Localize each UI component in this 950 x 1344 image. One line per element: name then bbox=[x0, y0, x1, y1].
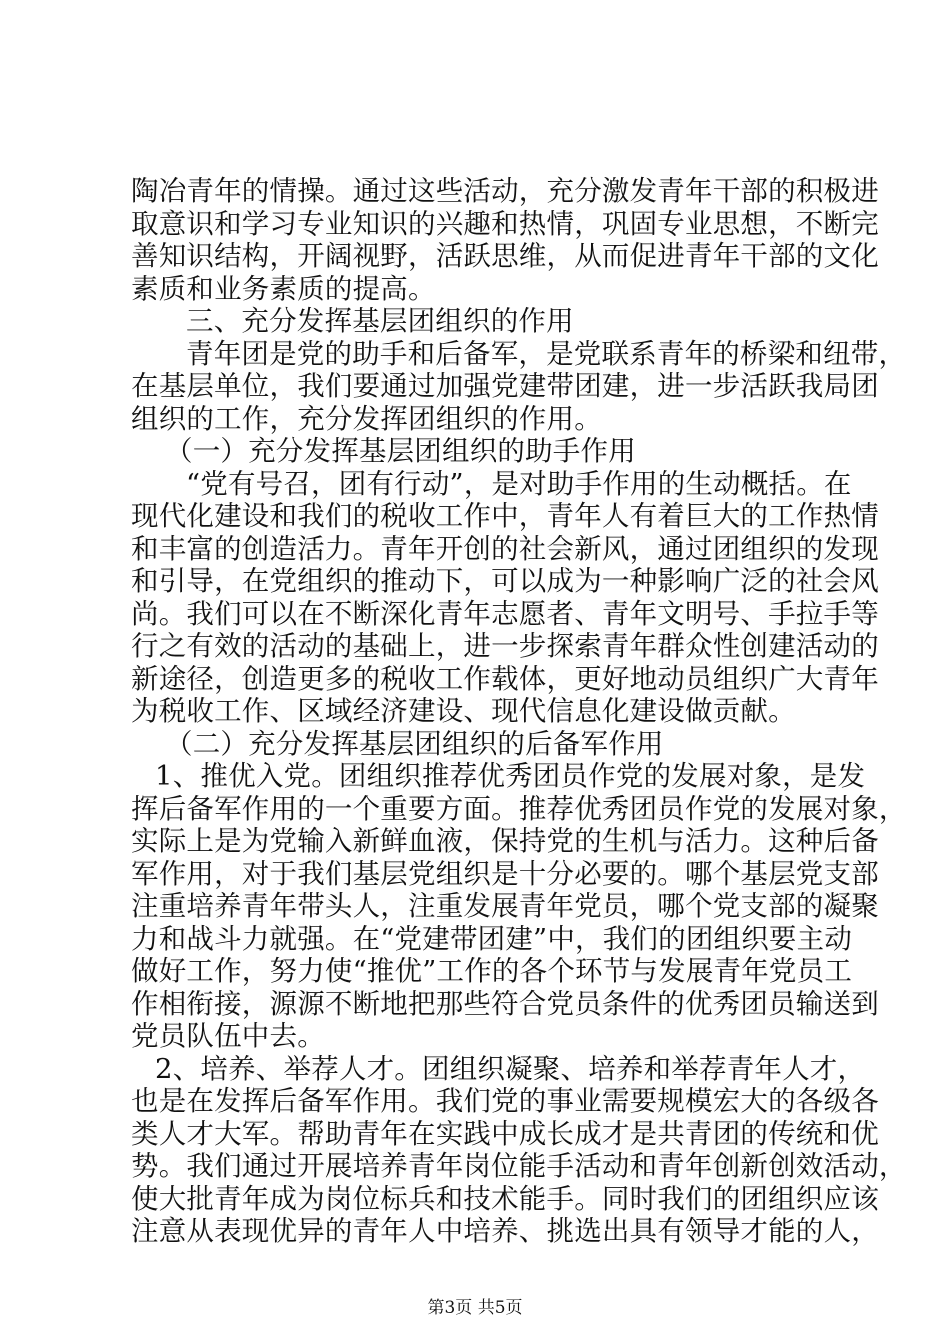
text-line: 注意从表现优异的青年人中培养、挑选出具有领导才能的人， bbox=[131, 1215, 879, 1247]
text-line: 善知识结构，开阔视野，活跃思维，从而促进青年干部的文化 bbox=[131, 240, 879, 272]
text-line: 使大批青年成为岗位标兵和技术能手。同时我们的团组织应该 bbox=[131, 1182, 879, 1215]
text-line: 行之有效的活动的基础上，进一步探索青年群众性创建活动的 bbox=[131, 630, 879, 662]
text-line: 党员队伍中去。 bbox=[131, 1020, 325, 1052]
text-line: 军作用，对于我们基层党组织是十分必要的。哪个基层党支部 bbox=[131, 857, 879, 890]
text-line: 势。我们通过开展培养青年岗位能手活动和青年创新创效活动， bbox=[131, 1150, 907, 1182]
text-line: 取意识和学习专业知识的兴趣和热情，巩固专业思想，不断完 bbox=[131, 207, 879, 240]
section-heading: 三、充分发挥基层团组织的作用 bbox=[186, 305, 574, 337]
text-line: 类人才大军。帮助青年在实践中成长成才是共青团的传统和优 bbox=[131, 1117, 879, 1150]
subsection-heading: （二）充分发挥基层团组织的后备军作用 bbox=[165, 727, 664, 760]
text-line: “党有号召，团有行动”，是对助手作用的生动概括。在 bbox=[186, 467, 852, 500]
document-body bbox=[131, 175, 907, 1248]
text-line: 注重培养青年带头人，注重发展青年党员，哪个党支部的凝聚 bbox=[131, 890, 879, 922]
text-line: 陶冶青年的情操。通过这些活动，充分激发青年干部的积极进 bbox=[131, 175, 879, 207]
text-line: 新途径，创造更多的税收工作载体，更好地动员组织广大青年 bbox=[131, 662, 879, 695]
text-line: 青年团是党的助手和后备军，是党联系青年的桥梁和纽带， bbox=[186, 337, 907, 370]
text-line: 和引导，在党组织的推动下，可以成为一种影响广泛的社会风 bbox=[131, 565, 879, 597]
text-line: 挥后备军作用的一个重要方面。推荐优秀团员作党的发展对象， bbox=[131, 792, 907, 825]
text-line: 为税收工作、区域经济建设、现代信息化建设做贡献。 bbox=[131, 695, 796, 727]
text-line: 做好工作，努力使“推优”工作的各个环节与发展青年党员工 bbox=[131, 955, 853, 987]
page-number: 第3页 共5页 bbox=[427, 1298, 523, 1318]
subsection-heading: （一）充分发挥基层团组织的助手作用 bbox=[165, 435, 636, 467]
text-line: 组织的工作，充分发挥团组织的作用。 bbox=[131, 402, 602, 435]
text-line: 现代化建设和我们的税收工作中，青年人有着巨大的工作热情 bbox=[131, 500, 879, 532]
text-line: 实际上是为党输入新鲜血液，保持党的生机与活力。这种后备 bbox=[131, 825, 879, 857]
text-line: 素质和业务素质的提高。 bbox=[131, 272, 436, 305]
text-line: 力和战斗力就强。在“党建带团建”中，我们的团组织要主动 bbox=[131, 922, 853, 955]
page-footer bbox=[0, 1298, 950, 1318]
text-line: 2、培养、举荐人才。团组织凝聚、培养和举荐青年人才， bbox=[155, 1052, 866, 1085]
text-line: 作相衔接，源源不断地把那些符合党员条件的优秀团员输送到 bbox=[131, 987, 879, 1020]
text-line: 1、推优入党。团组织推荐优秀团员作党的发展对象，是发 bbox=[155, 760, 866, 792]
text-line: 在基层单位，我们要通过加强党建带团建，进一步活跃我局团 bbox=[131, 370, 879, 402]
text-line: 尚。我们可以在不断深化青年志愿者、青年文明号、手拉手等 bbox=[131, 597, 879, 630]
text-line: 也是在发挥后备军作用。我们党的事业需要规模宏大的各级各 bbox=[131, 1085, 879, 1117]
text-line: 和丰富的创造活力。青年开创的社会新风，通过团组织的发现 bbox=[131, 532, 879, 565]
